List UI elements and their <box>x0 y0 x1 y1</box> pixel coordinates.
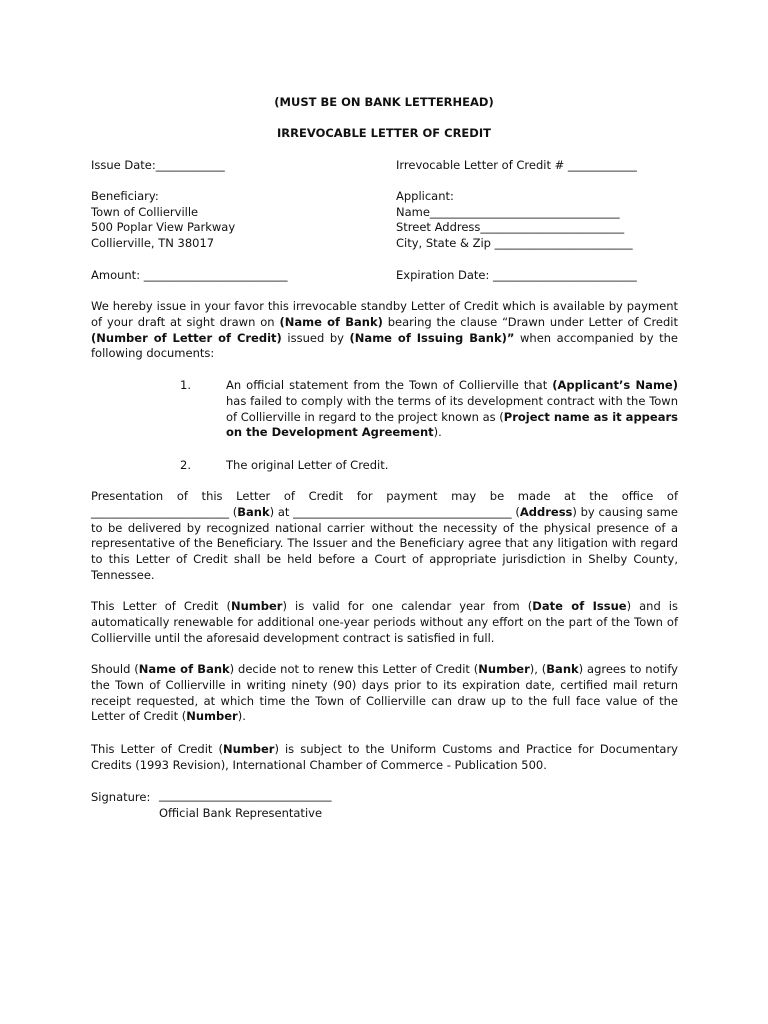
applicant-street-field: Street Address_________________________ <box>396 220 625 234</box>
applicant-city-field: City, State & Zip ________________________ <box>396 236 633 250</box>
letterhead-note: (MUST BE ON BANK LETTERHEAD) <box>274 95 494 109</box>
item-1-text: An official statement from the Town of Collierville that (Applicant’s Name) has failed to comply with the terms of its development contract with the Town of Collierville in regard to the project known as (Project name as it appears on the Development Agreement). <box>226 378 678 440</box>
loc-number-field: Irrevocable Letter of Credit # ____________ <box>396 158 637 172</box>
paragraph-renewal: Should (Name of Bank) decide not to renew this Letter of Credit (Number), (Bank) agrees to notify the Town of Collierville in writing ninety (90) days prior to its expiration date, certified mail return receipt requested, at which time the Town of Collierville can draw up to the full face value of the Letter of Credit (Number). <box>91 662 678 724</box>
applicant-name-field: Name_________________________________ <box>396 205 620 219</box>
issue-date-field: Issue Date:____________ <box>91 158 225 172</box>
item-1-number: 1. <box>180 378 191 392</box>
beneficiary-label: Beneficiary: <box>91 189 159 203</box>
signature-label: Signature: <box>91 790 151 804</box>
beneficiary-city: Collierville, TN 38017 <box>91 236 215 250</box>
item-2-number: 2. <box>180 458 191 472</box>
applicant-label: Applicant: <box>396 189 454 203</box>
amount-field: Amount: _________________________ <box>91 268 288 282</box>
beneficiary-street: 500 Poplar View Parkway <box>91 220 236 234</box>
item-2-text: The original Letter of Credit. <box>226 458 389 472</box>
paragraph-validity: This Letter of Credit (Number) is valid for one calendar year from (Date of Issue) and is automatically renewable for additional one-year periods without any effort on the part of the Town of Collierville until the aforesaid development contract is satisfied in full. <box>91 599 678 645</box>
paragraph-issuance: We hereby issue in your favor this irrevocable standby Letter of Credit which is available by payment of your draft at sight drawn on (Name of Bank) bearing the clause “Drawn under Letter of Credit (Number of Letter of Credit) issued by (Name of Issuing Bank)” when accompanied by the following documents: <box>91 299 678 361</box>
expiration-date-field: Expiration Date: _________________________ <box>396 268 637 282</box>
paragraph-presentation: Presentation of this Letter of Credit for payment may be made at the office of ________________________ (Bank) at ______________________________________ (Address) by causing same to be delivered by recognized national carrier without the necessity of the physical presence of a representative of the Beneficiary. The Issuer and the Beneficiary agree that any litigation with regard to this Letter of Credit shall be held before a Court of appropriate jurisdiction in Shelby County, Tennessee. <box>91 489 678 582</box>
beneficiary-name: Town of Collierville <box>91 205 199 219</box>
signature-caption: Official Bank Representative <box>159 806 323 820</box>
paragraph-ucp: This Letter of Credit (Number) is subject to the Uniform Customs and Practice for Documentary Credits (1993 Revision), International Chamber of Commerce - Publication 500. <box>91 742 678 772</box>
signature-line: ______________________________ <box>159 788 332 802</box>
document-title: IRREVOCABLE LETTER OF CREDIT <box>277 126 491 140</box>
